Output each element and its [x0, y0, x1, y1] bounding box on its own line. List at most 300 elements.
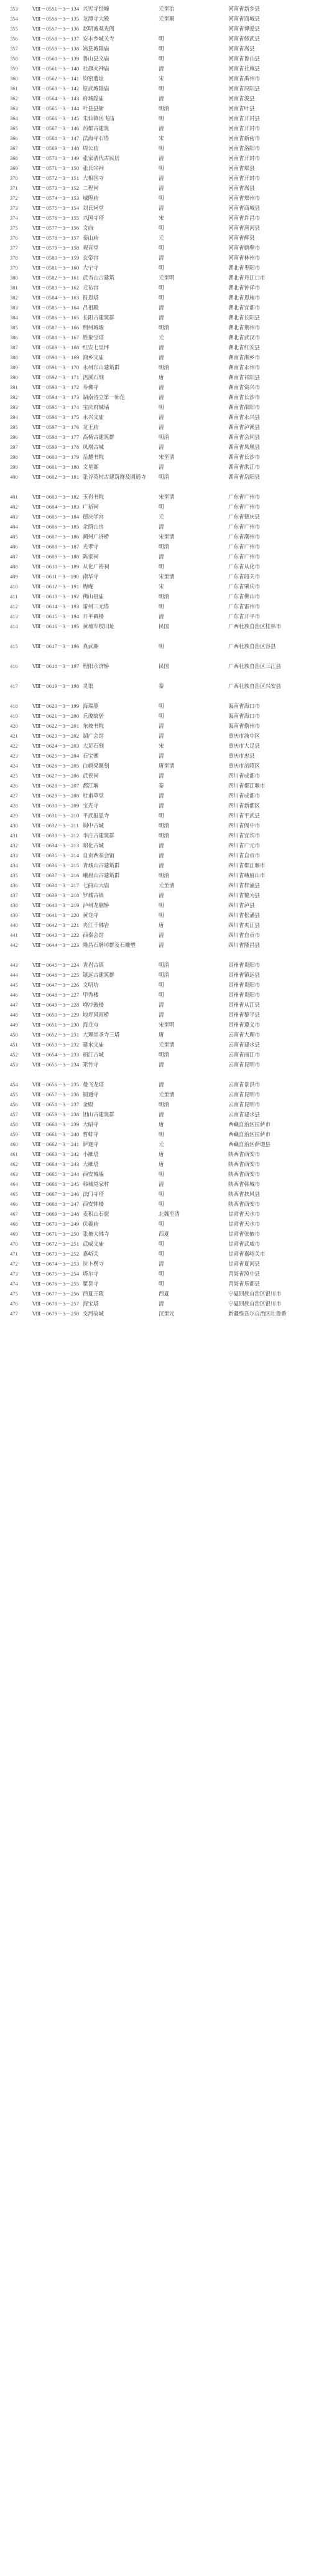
row-publisher: 河南省洛阳市 [228, 145, 261, 151]
row-code: Ⅷ－0576－3－155 [32, 215, 80, 221]
row-name: 赵明诚观光阁 [83, 26, 115, 32]
table-row [0, 801, 319, 811]
row-name: 药都古建筑 [83, 125, 109, 131]
row-index: 363 [10, 105, 18, 111]
row-code: Ⅷ－0594－3－173 [32, 394, 80, 400]
table-row [0, 591, 319, 601]
row-name: 龙王庙 [83, 424, 99, 430]
row-era: 宋至明 [159, 1022, 175, 1028]
row-index: 452 [10, 1051, 18, 1058]
row-code: Ⅷ－0640－3－219 [32, 902, 80, 908]
table-row [0, 1179, 319, 1189]
row-index: 467 [10, 1211, 18, 1217]
row-name: 萨迦寺 [83, 1141, 99, 1147]
row-name: 泰山庙 [83, 235, 99, 241]
row-era: 唐 [159, 1032, 164, 1038]
row-name: 城隍庙 [83, 195, 99, 201]
table-row [0, 731, 319, 741]
row-code: Ⅷ－0603－3－182 [32, 494, 80, 500]
table-row [0, 1189, 319, 1199]
row-code: Ⅷ－0578－3－157 [32, 235, 80, 241]
row-name: 张家清代古民居 [83, 155, 120, 161]
row-publisher: 陕西省西安市 [228, 1161, 261, 1167]
row-publisher: 四川省广元市 [228, 842, 261, 848]
row-publisher: 河南省开封市 [228, 125, 261, 131]
row-era: 宋 [159, 135, 164, 141]
row-code: Ⅷ－0618－3－197 [32, 663, 80, 669]
table-row [0, 512, 319, 522]
row-code: Ⅷ－0676－3－255 [32, 1281, 80, 1287]
row-code: Ⅷ－0596－3－175 [32, 414, 80, 420]
row-name: 吕祖殿 [83, 304, 99, 311]
row-code: Ⅷ－0591－3－170 [32, 364, 80, 370]
row-index: 372 [10, 195, 18, 201]
row-index: 362 [10, 95, 18, 101]
row-name: 西安钟楼 [83, 1201, 104, 1207]
row-name: 安丰乡城关寺 [83, 35, 115, 42]
row-index: 417 [10, 683, 18, 689]
row-era: 明 [159, 55, 164, 62]
table-row [0, 442, 319, 452]
table-row [0, 880, 319, 890]
row-era: 明 [159, 1271, 164, 1277]
row-index: 472 [10, 1261, 18, 1267]
row-name: 潮州广济桥 [83, 534, 109, 540]
row-code: Ⅷ－0631－3－210 [32, 812, 80, 819]
table-row [0, 990, 319, 1000]
row-era: 明 [159, 713, 164, 719]
row-code: Ⅷ－0671－3－250 [32, 1231, 80, 1237]
table-row [0, 1269, 319, 1279]
table-row [0, 412, 319, 422]
row-index: 423 [10, 753, 18, 759]
row-publisher: 四川省隆昌县 [228, 942, 261, 948]
row-name: 昭化古城 [83, 842, 104, 848]
row-index: 430 [10, 822, 18, 829]
row-publisher: 陕西省西安市 [228, 1151, 261, 1157]
row-publisher: 陕西省扶风县 [228, 1191, 261, 1197]
row-index: 457 [10, 1111, 18, 1117]
row-name: 张谷英村古建筑群及圆通寺 [83, 474, 147, 480]
table-row [0, 462, 319, 472]
row-publisher: 湖南省洪江市 [228, 464, 261, 470]
row-era: 西夏 [159, 1231, 170, 1237]
row-index: 364 [10, 115, 18, 121]
row-index: 476 [10, 1300, 18, 1307]
row-era: 元 [159, 334, 164, 341]
row-code: Ⅷ－0632－3－211 [32, 822, 79, 829]
row-index: 458 [10, 1121, 18, 1127]
row-era: 民国 [159, 663, 170, 669]
table-row [0, 153, 319, 163]
row-index: 469 [10, 1231, 18, 1237]
row-code: Ⅷ－0677－3－256 [32, 1290, 80, 1297]
row-code: Ⅷ－0583－3－162 [32, 284, 80, 291]
row-code: Ⅷ－0619－3－198 [32, 683, 80, 689]
row-publisher: 贵州省黎平县 [228, 1012, 261, 1018]
row-index: 441 [10, 932, 18, 938]
row-publisher: 湖南省岳阳县 [228, 474, 261, 480]
row-index: 437 [10, 892, 18, 898]
table-row [0, 432, 319, 442]
row-era: 明 [159, 35, 164, 42]
row-publisher: 甘肃省嘉峪关市 [228, 1251, 266, 1257]
row-name: 雷州三元塔 [83, 603, 109, 609]
row-index: 390 [10, 374, 18, 380]
row-era: 明 [159, 115, 164, 121]
row-publisher: 云南省景洪市 [228, 1081, 261, 1088]
row-name: 罗城古镇 [83, 892, 104, 898]
table-row [0, 1010, 319, 1020]
row-code: Ⅷ－0670－3－249 [32, 1221, 80, 1227]
row-name: 自贡西秦会馆 [83, 852, 115, 858]
row-publisher: 海南省海口市 [228, 703, 261, 709]
row-publisher: 四川省夹江县 [228, 922, 261, 928]
table-row [0, 781, 319, 791]
row-name: 武侯祠 [83, 773, 99, 779]
row-name: 青城山古建筑群 [83, 862, 120, 868]
row-publisher: 河南省开封市 [228, 155, 261, 161]
table-row [0, 1129, 319, 1139]
row-era: 清 [159, 354, 164, 360]
row-era: 汉至元 [159, 1310, 175, 1317]
row-index: 401 [10, 494, 18, 500]
row-name: 社旗火神庙 [83, 65, 109, 72]
row-index: 446 [10, 992, 18, 998]
row-publisher: 河南省新乡县 [228, 6, 261, 12]
row-name: 筇竹寺 [83, 1061, 99, 1068]
row-publisher: 陕西省韩城市 [228, 1181, 261, 1187]
row-name: 武威文庙 [83, 1241, 104, 1247]
table-row [0, 1040, 319, 1050]
row-name: 嘉峪关 [83, 1251, 99, 1257]
row-name: 海龙屯 [83, 1022, 99, 1028]
row-code: Ⅷ－0570－3－149 [32, 155, 80, 161]
table-row [0, 581, 319, 591]
row-era: 明 [159, 563, 164, 570]
row-index: 443 [10, 962, 18, 968]
row-publisher: 河南省许昌市 [228, 215, 261, 221]
table-row [0, 34, 319, 44]
row-name: 李庄古建筑群 [83, 832, 115, 839]
row-publisher: 河南省博爱县 [228, 26, 261, 32]
row-index: 385 [10, 324, 18, 331]
row-code: Ⅷ－0604－3－183 [32, 504, 80, 510]
row-publisher: 广西壮族自治区桂林市 [228, 623, 282, 629]
row-era: 明 [159, 902, 164, 908]
row-code: Ⅷ－0633－3－212 [32, 832, 80, 839]
row-era: 明 [159, 1281, 164, 1287]
row-name: 朱仙镇岳飞庙 [83, 115, 115, 121]
row-code: Ⅷ－0664－3－243 [32, 1161, 80, 1167]
row-index: 438 [10, 902, 18, 908]
table-row [0, 362, 319, 372]
row-code: Ⅷ－0615－3－194 [32, 613, 80, 619]
row-publisher: 河南省鲁山县 [228, 55, 261, 62]
row-era: 元 [159, 235, 164, 241]
row-name: 大理崇圣寺三塔 [83, 1032, 120, 1038]
row-index: 365 [10, 125, 18, 131]
row-publisher: 四川省宜宾市 [228, 832, 261, 839]
row-index: 404 [10, 524, 18, 530]
row-name: 报恩塔 [83, 294, 99, 301]
row-index: 373 [10, 205, 18, 211]
row-index: 394 [10, 414, 18, 420]
row-name: 宝庆府城墙 [83, 404, 109, 410]
row-name: 张氏宗祠 [83, 165, 104, 171]
row-name: 灵渠 [83, 683, 94, 689]
row-publisher: 广东省潮州市 [228, 534, 261, 540]
row-code: Ⅷ－0598－3－177 [32, 434, 80, 440]
table-row [0, 661, 319, 681]
row-index: 431 [10, 832, 18, 839]
row-era: 清 [159, 1002, 164, 1008]
table-row [0, 472, 319, 492]
row-era: 元至顺 [159, 16, 175, 22]
row-era: 唐 [159, 1121, 164, 1127]
row-publisher: 河南省辉县 [228, 235, 255, 241]
row-index: 416 [10, 663, 18, 669]
row-index: 355 [10, 26, 18, 32]
row-code: Ⅷ－0653－3－232 [32, 1041, 80, 1048]
row-publisher: 重庆市渝中区 [228, 733, 261, 739]
row-code: Ⅷ－0648－3－227 [32, 992, 80, 998]
row-era: 明 [159, 145, 164, 151]
row-index: 462 [10, 1161, 18, 1167]
table-row [0, 63, 319, 73]
row-name: 鲁山县文庙 [83, 55, 109, 62]
row-code: Ⅷ－0646－3－225 [32, 972, 80, 978]
row-publisher: 云南省昆明市 [228, 1061, 261, 1068]
row-era: 清 [159, 524, 164, 530]
row-name: 嵩县城隍庙 [83, 45, 109, 52]
row-name: 宝光寺 [83, 802, 99, 809]
table-row [0, 930, 319, 940]
row-publisher: 海南省儋州市 [228, 723, 261, 729]
row-era: 清 [159, 314, 164, 321]
row-code: Ⅷ－0652－3－231 [32, 1032, 80, 1038]
row-publisher: 河南省嵩县 [228, 185, 255, 191]
row-name: 东坡书院 [83, 723, 104, 729]
row-era: 明 [159, 603, 164, 609]
table-row [0, 811, 319, 820]
table-row [0, 1020, 319, 1030]
row-code: Ⅷ－0624－3－203 [32, 743, 80, 749]
row-code: Ⅷ－0657－3－236 [32, 1091, 80, 1098]
row-index: 464 [10, 1181, 18, 1187]
table-row [0, 293, 319, 303]
row-code: Ⅷ－0617－3－196 [32, 643, 80, 649]
row-name: 泸州龙脑桥 [83, 902, 109, 908]
row-era: 明 [159, 294, 164, 301]
table-row [0, 711, 319, 721]
row-era: 元 [159, 1141, 164, 1147]
table-row [0, 213, 319, 223]
row-index: 474 [10, 1281, 18, 1287]
row-code: Ⅷ－0675－3－254 [32, 1271, 80, 1277]
table-row [0, 562, 319, 571]
row-index: 391 [10, 384, 18, 390]
row-era: 明 [159, 1221, 164, 1227]
row-name: 甲秀楼 [83, 992, 99, 998]
row-era: 清 [159, 1111, 164, 1117]
row-publisher: 河南省叶县 [228, 105, 255, 111]
row-name: 钧窑遗址 [83, 75, 104, 82]
row-era: 明 [159, 703, 164, 709]
row-code: Ⅷ－0635－3－214 [32, 852, 80, 858]
row-name: 交河故城 [83, 1310, 104, 1317]
row-era: 唐 [159, 1151, 164, 1157]
row-index: 448 [10, 1012, 18, 1018]
row-name: 文明坊 [83, 982, 99, 988]
row-publisher: 贵州省贵阳市 [228, 962, 261, 968]
row-name: 隆昌石牌坊群及石雕塑 [83, 942, 136, 948]
table-row [0, 203, 319, 213]
table-row [0, 1099, 319, 1109]
row-name: 曼飞龙塔 [83, 1081, 104, 1088]
table-row [0, 791, 319, 801]
table-row [0, 303, 319, 313]
row-era: 明清 [159, 324, 170, 331]
row-publisher: 四川省都江堰市 [228, 783, 266, 789]
row-era: 明清 [159, 474, 170, 480]
row-name: 海瑞墓 [83, 703, 99, 709]
table-row [0, 103, 319, 113]
row-name: 余荫山房 [83, 524, 104, 530]
row-publisher: 四川省阆中市 [228, 822, 261, 829]
row-era: 清 [159, 723, 164, 729]
row-publisher: 重庆市忠县 [228, 753, 255, 759]
row-publisher: 湖南省永州市 [228, 364, 261, 370]
row-index: 395 [10, 424, 18, 430]
table-row [0, 173, 319, 183]
row-era: 清 [159, 1012, 164, 1018]
table-row [0, 113, 319, 123]
table-row [0, 1249, 319, 1259]
row-era: 明 [159, 1251, 164, 1257]
row-publisher: 湖北省丹江口市 [228, 275, 266, 281]
table-row [0, 44, 319, 54]
row-code: Ⅷ－0590－3－169 [32, 354, 80, 360]
row-era: 清 [159, 155, 164, 161]
table-row [0, 372, 319, 382]
row-era: 元至清 [159, 1041, 175, 1048]
row-name: 真武阁 [83, 643, 99, 649]
row-code: Ⅷ－0667－3－246 [32, 1191, 80, 1197]
row-era: 清 [159, 862, 164, 868]
row-publisher: 湖南省泸溪县 [228, 424, 261, 430]
row-code: Ⅷ－0607－3－186 [32, 534, 80, 540]
row-era: 唐 [159, 922, 164, 928]
row-era: 唐 [159, 374, 164, 380]
row-publisher: 陕西省西安市 [228, 1201, 261, 1207]
row-era: 明 [159, 195, 164, 201]
row-index: 468 [10, 1221, 18, 1227]
row-code: Ⅷ－0567－3－146 [32, 125, 80, 131]
row-code: Ⅷ－0656－3－235 [32, 1081, 80, 1088]
row-index: 461 [10, 1151, 18, 1157]
row-index: 460 [10, 1141, 18, 1147]
row-name: 程阳永济桥 [83, 663, 109, 669]
row-era: 北魏至清 [159, 1211, 180, 1217]
table-row [0, 492, 319, 502]
row-name: 玄帝宫 [83, 255, 99, 261]
row-code: Ⅷ－0586－3－165 [32, 314, 80, 321]
table-row [0, 542, 319, 552]
row-era: 明 [159, 504, 164, 510]
row-publisher: 广东省肇庆市 [228, 583, 261, 590]
row-name: 大雁塔 [83, 1161, 99, 1167]
row-publisher: 广东省雷州市 [228, 603, 261, 609]
row-index: 369 [10, 165, 18, 171]
row-name: 阆中古城 [83, 822, 104, 829]
row-name: 广裕祠 [83, 504, 99, 510]
row-name: 杜甫草堂 [83, 792, 104, 799]
row-era: 清 [159, 255, 164, 261]
table-row [0, 54, 319, 63]
row-era: 清 [159, 125, 164, 131]
row-name: 开平碉楼 [83, 613, 104, 619]
row-publisher: 河南省鹤壁市 [228, 245, 261, 251]
row-name: 大宁寺 [83, 265, 99, 271]
row-code: Ⅷ－0564－3－143 [32, 95, 80, 101]
row-era: 清 [159, 344, 164, 350]
row-era: 秦 [159, 783, 164, 789]
row-publisher: 四川省成都市 [228, 773, 261, 779]
table-row [0, 960, 319, 970]
row-code: Ⅷ－0668－3－247 [32, 1201, 80, 1207]
row-publisher: 湖南省长沙市 [228, 454, 261, 460]
table-row [0, 402, 319, 412]
row-publisher: 广东省佛山市 [228, 593, 261, 599]
row-publisher: 云南省大理市 [228, 1032, 261, 1038]
row-code: Ⅷ－0642－3－221 [32, 922, 80, 928]
row-code: Ⅷ－0666－3－245 [32, 1181, 80, 1187]
row-publisher: 云南省昆明市 [228, 1091, 261, 1098]
table-row [0, 621, 319, 641]
row-publisher: 广东省广州市 [228, 494, 261, 500]
row-index: 473 [10, 1271, 18, 1277]
row-publisher: 河南省修武县 [228, 35, 261, 42]
row-name: 兴国寺塔 [83, 215, 104, 221]
row-era: 明 [159, 165, 164, 171]
row-name: 哲蚌寺 [83, 1131, 99, 1137]
row-index: 361 [10, 85, 18, 92]
row-era: 宋至清 [159, 534, 175, 540]
row-code: Ⅷ－0585－3－164 [32, 304, 80, 311]
row-code: Ⅷ－0665－3－244 [32, 1171, 80, 1177]
row-index: 450 [10, 1032, 18, 1038]
row-publisher: 湖北省红安县 [228, 344, 261, 350]
row-publisher: 湖南省长沙市 [228, 394, 261, 400]
row-publisher: 湖北省宜都市 [228, 304, 261, 311]
row-name: 丽江古城 [83, 1051, 104, 1058]
row-code: Ⅷ－0565－3－144 [32, 105, 80, 111]
row-name: 西夏王陵 [83, 1290, 104, 1297]
table-row [0, 163, 319, 173]
row-name: 法海寺石塔 [83, 135, 109, 141]
row-index: 405 [10, 534, 18, 540]
row-era: 清 [159, 304, 164, 311]
row-publisher: 云南省建水县 [228, 1111, 261, 1117]
row-code: Ⅷ－0597－3－176 [32, 424, 80, 430]
table-row [0, 741, 319, 751]
row-publisher: 湖北省荆州市 [228, 324, 261, 331]
row-publisher: 西藏自治区萨迦县 [228, 1141, 271, 1147]
row-publisher: 海南省海口市 [228, 713, 261, 719]
row-name: 刘氏祠堂 [83, 205, 104, 211]
row-code: Ⅷ－0563－3－142 [32, 85, 80, 92]
